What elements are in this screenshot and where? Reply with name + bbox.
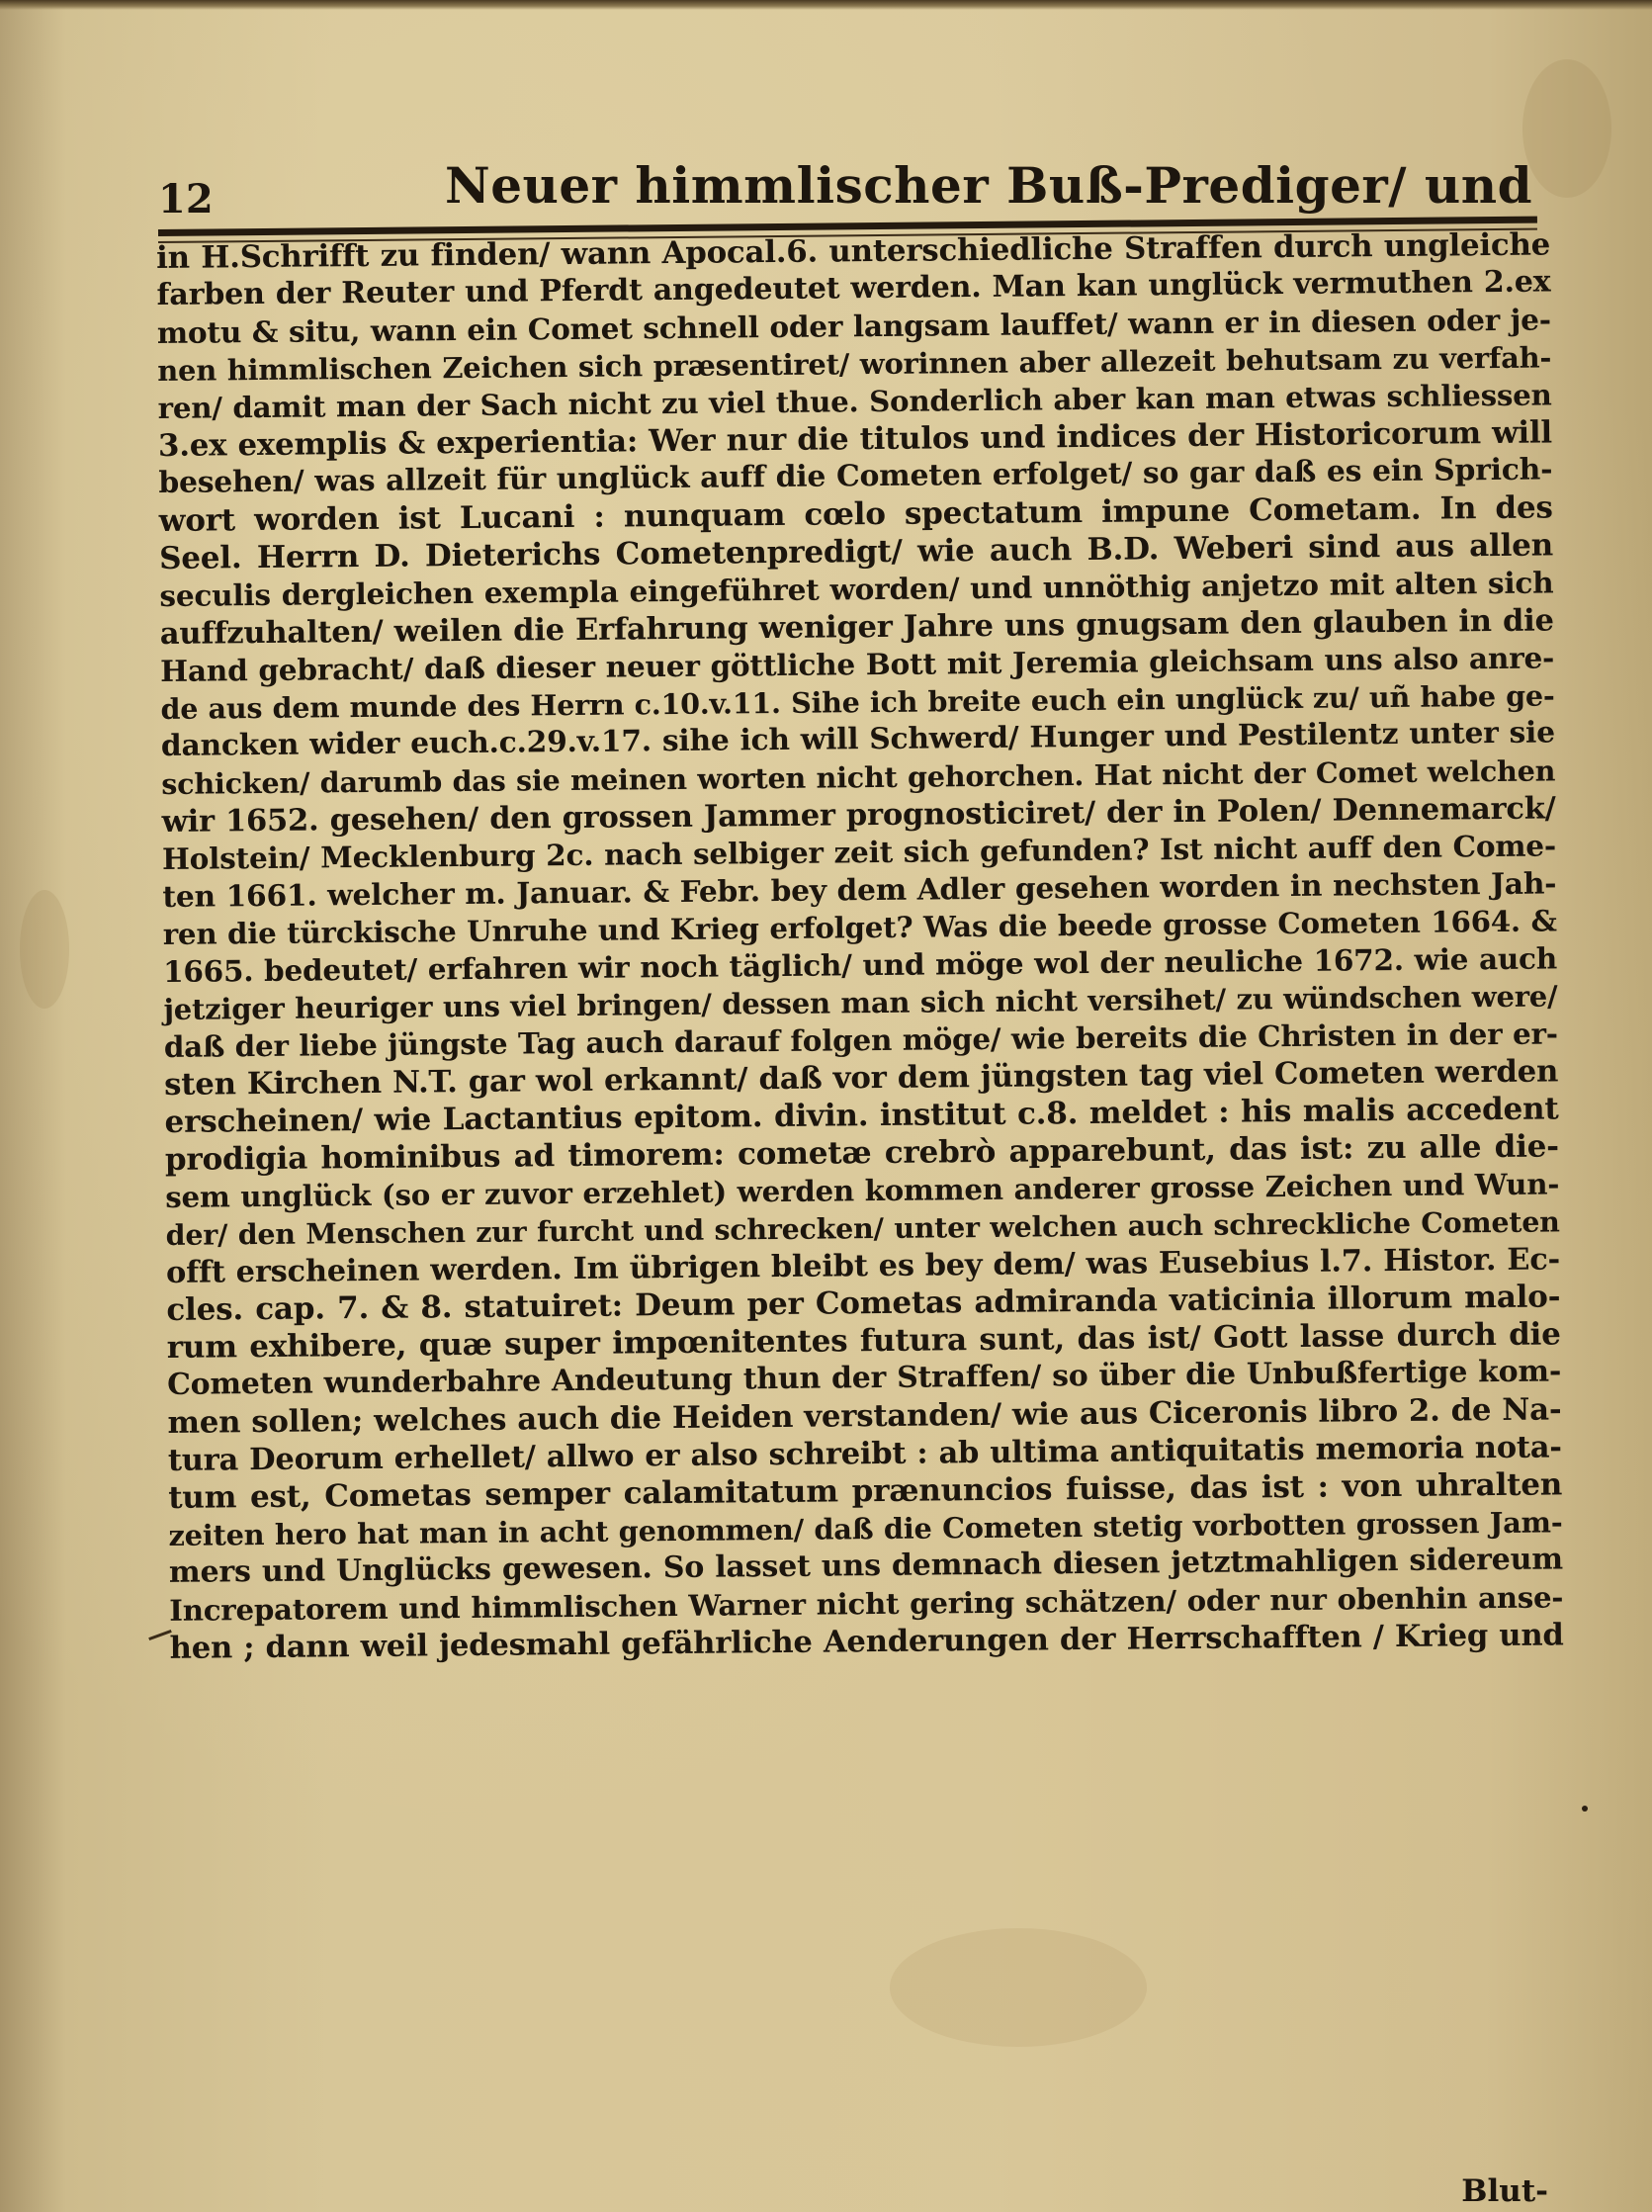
text-line: jetziger heuriger uns viel bringen/ dessen man sich nicht versihet/ zu wündschen were/ xyxy=(163,979,1558,1026)
text-line: Seel. Herrn D. Dieterichs Cometenpredigt/ wie auch B.D. Weberi sind aus allen xyxy=(158,527,1554,576)
text-line: cles. cap. 7. & 8. statuiret: Deum per Cometas admiranda vaticinia illorum malo- xyxy=(166,1279,1561,1328)
text-line: auffzuhalten/ weilen die Erfahrung weniger Jahre uns gnugsam den glauben in die xyxy=(159,602,1554,652)
text-line: in H.Schrifft zu finden/ wann Apocal.6. unterschiedliche Straffen durch ungleiche xyxy=(156,226,1551,276)
text-line: Hand gebracht/ daß dieser neuer göttliche Bott mit Jeremia gleichsam uns also anre- xyxy=(160,640,1555,688)
text-line: Holstein/ Mecklenburg 2c. nach selbiger zeit sich gefunden? Ist nicht auff den Come- xyxy=(161,828,1557,876)
text-line: tura Deorum erhellet/ allwo er also schreibt : ab ultima antiquitatis memoria nota- xyxy=(167,1429,1562,1478)
page-top-edge xyxy=(0,0,1652,10)
running-title: Neuer himmlischer Buß-Prediger/ und xyxy=(445,156,1533,215)
text-line: hen ; dann weil jedesmahl gefährliche Aenderungen der Herrschafften / Krieg und xyxy=(169,1617,1564,1666)
text-line: ten 1661. welcher m. Januar. & Febr. bey dem Adler gesehen worden in nechsten Jah- xyxy=(162,865,1557,914)
text-line: offt erscheinen werden. Im übrigen bleibt es bey dem/ was Eusebius l.7. Histor. Ec- xyxy=(165,1241,1561,1290)
text-line: daß der liebe jüngste Tag auch darauf folgen möge/ wie bereits die Christen in der er- xyxy=(163,1016,1558,1064)
text-line: wort worden ist Lucani : nunquam cœlo spectatum impune Cometam. In des xyxy=(158,489,1553,539)
text-line: ren/ damit man der Sach nicht zu viel thue. Sonderlich aber kan man etwas schliessen xyxy=(157,378,1552,425)
margin-ink-mark xyxy=(148,1630,172,1640)
margin-ink-dot xyxy=(1582,1806,1588,1812)
paper-stain xyxy=(890,1928,1147,2047)
page-number: 12 xyxy=(158,176,214,222)
text-line: motu & situ, wann ein Comet schnell oder langsam lauffet/ wann er in diesen oder je- xyxy=(156,302,1552,350)
text-line: wir 1652. gesehen/ den grossen Jammer prognosticiret/ der in Polen/ Dennemarck/ xyxy=(161,790,1556,840)
text-line: farben der Reuter und Pferdt angedeutet werden. Man kan unglück vermuthen 2.ex xyxy=(156,264,1551,312)
text-line: dancken wider euch.c.29.v.17. sihe ich will Schwerd/ Hunger und Pestilentz unter sie xyxy=(160,715,1556,763)
text-line: mers und Unglücks gewesen. So lasset uns demnach diesen jetztmahligen sidereum xyxy=(168,1542,1564,1590)
text-line: sem unglück (so er zuvor erzehlet) werden kommen anderer grosse Zeichen und Wun- xyxy=(165,1167,1560,1214)
text-line: besehen/ was allzeit für unglück auff die Cometen erfolget/ so gar daß es ein Sprich- xyxy=(158,452,1553,500)
text-line: der/ den Menschen zur furcht und schrecken/ unter welchen auch schreckliche Cometen xyxy=(165,1204,1560,1252)
text-line: de aus dem munde des Herrn c.10.v.11. Sihe ich breite euch ein unglück zu/ uñ habe ge- xyxy=(160,678,1555,726)
text-line: tum est, Cometas semper calamitatum prænuncios fuisse, das ist : von uhralten xyxy=(168,1466,1563,1516)
text-line: sten Kirchen N.T. gar wol erkannt/ daß vor dem jüngsten tag viel Cometen werden xyxy=(164,1053,1559,1103)
text-line: schicken/ darumb das sie meinen worten nicht gehorchen. Hat nicht der Comet welchen xyxy=(161,753,1556,801)
text-line: Increpatorem und himmlischen Warner nicht gering schätzen/ oder nur obenhin anse- xyxy=(169,1580,1564,1628)
body-text xyxy=(156,225,1564,1666)
text-line: 1665. bedeutet/ erfahren wir noch täglich/ und möge wol der neuliche 1672. wie auch xyxy=(162,940,1558,989)
text-line: seculis dergleichen exempla eingeführet worden/ und unnöthig anjetzo mit alten sich xyxy=(159,565,1554,613)
text-line: rum exhibere, quæ super impœnitentes futura sunt, das ist/ Gott lasse durch die xyxy=(166,1316,1561,1366)
text-line: ren die türckische Unruhe und Krieg erfolget? Was die beede grosse Cometen 1664. & xyxy=(162,904,1557,951)
text-line: zeiten hero hat man in acht genommen/ daß die Cometen stetig vorbotten grossen Jam- xyxy=(168,1505,1563,1552)
page-header xyxy=(158,148,1542,222)
paper-stain xyxy=(20,890,69,1009)
text-line: prodigia hominibus ad timorem: cometæ crebrò apparebunt, das ist: zu alle die- xyxy=(164,1128,1560,1178)
text-line: Cometen wunderbahre Andeutung thun der Straffen/ so über die Unbußfertige kom- xyxy=(166,1354,1562,1402)
text-line: 3.ex exemplis & experientia: Wer nur die titulos und indices der Historicorum will xyxy=(157,414,1553,464)
text-line: nen himmlischen Zeichen sich præsentiret/ worinnen aber allezeit behutsam zu verfah- xyxy=(157,340,1552,388)
text-line: erscheinen/ wie Lactantius epitom. divin. institut c.8. meldet : his malis accedent xyxy=(164,1091,1559,1140)
catchword: Blut- xyxy=(1461,2173,1548,2209)
text-line: men sollen; welches auch die Heiden verstanden/ wie aus Ciceronis libro 2. de Na- xyxy=(167,1391,1562,1441)
